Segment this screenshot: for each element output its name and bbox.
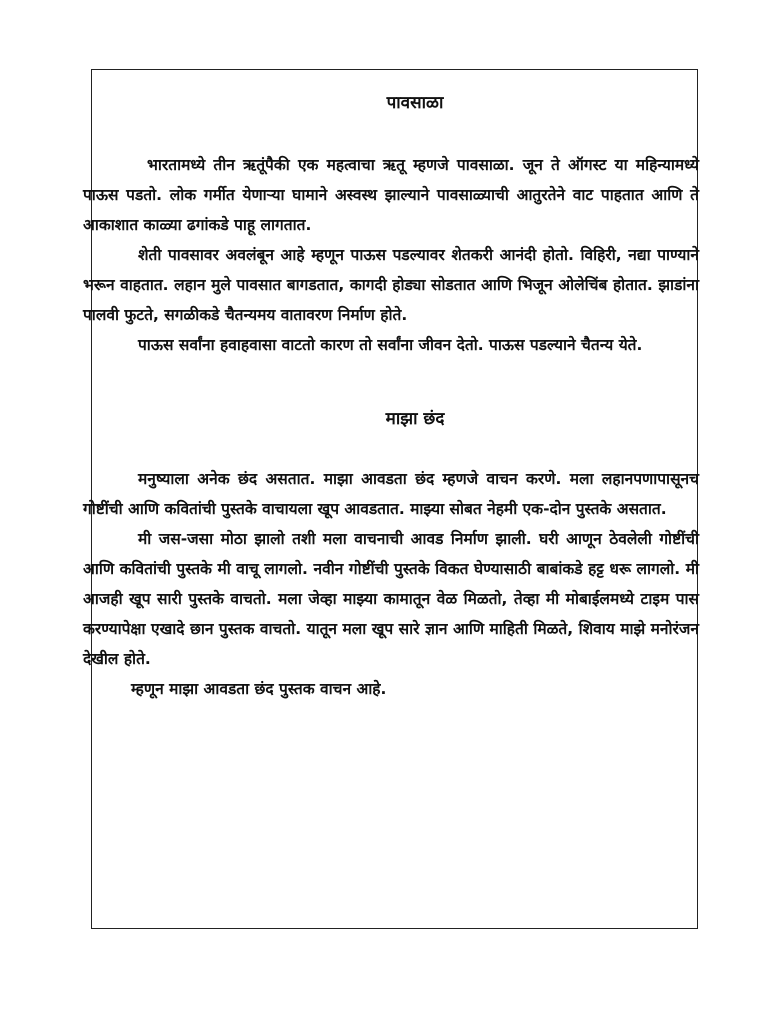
paragraph: शेती पावसावर अवलंबून आहे म्हणून पाऊस पडल्यावर शेतकरी आनंदी होतो. विहिरी, नद्या पाण्याने भरून वाहतात. लहान मुले पावसात बागडतात, कागदी होड्या सोडतात आणि भिजून ओलेचिंब होतात. झाडांना पालवी फुटते, सगळीकडे चैतन्यमय वातावरण निर्माण होते. xyxy=(83,246,699,324)
document-body xyxy=(83,88,699,704)
paragraph: मी जस-जसा मोठा झालो तशी मला वाचनाची आवड निर्माण झाली. घरी आणून ठेवलेली गोष्टींची आणि कवितांची पुस्तके मी वाचू लागलो. नवीन गोष्टींची पुस्तके विकत घेण्यासाठी बाबांकडे हट्ट धरू लागलो. मी आजही खूप सारी पुस्तके वाचतो. मला जेव्हा माझ्या कामातून वेळ मिळतो, तेव्हा मी मोबाईलमध्ये टाइम पास करण्यापेक्षा एखादे छान पुस्तक वाचतो. यातून मला खूप सारे ज्ञान आणि माहिती मिळते, शिवाय माझे मनोरंजन देखील होते. xyxy=(83,530,699,668)
essay-title-majha-chhand: माझा छंद xyxy=(385,409,445,429)
essay-majha-chhand xyxy=(83,404,699,704)
paragraph: मनुष्याला अनेक छंद असतात. माझा आवडता छंद म्हणजे वाचन करणे. मला लहानपणापासूनच गोष्टींची आणि कवितांची पुस्तके वाचायला खूप आवडतात. माझ्या सोबत नेहमी एक-दोन पुस्तके असतात. xyxy=(83,470,699,518)
paragraph: पाऊस सर्वांना हवाहवासा वाटतो कारण तो सर्वांना जीवन देतो. पाऊस पडल्याने चैतन्य येते. xyxy=(138,336,643,354)
essay-pavsala xyxy=(83,88,699,360)
paragraph: म्हणून माझा आवडता छंद पुस्तक वाचन आहे. xyxy=(131,680,387,698)
paragraph: भारतामध्ये तीन ऋतूंपैकी एक महत्वाचा ऋतू म्हणजे पावसाळा. जून ते ऑगस्ट या महिन्यामध्ये पाऊस पडतो. लोक गर्मीत येणाऱ्या घामाने अस्वस्थ झाल्याने पावसाळ्याची आतुरतेने वाट पाहतात आणि ते आकाशात काळ्या ढगांकडे पाहू लागतात. xyxy=(83,156,699,234)
essay-title-pavsala: पावसाळा xyxy=(386,93,444,113)
